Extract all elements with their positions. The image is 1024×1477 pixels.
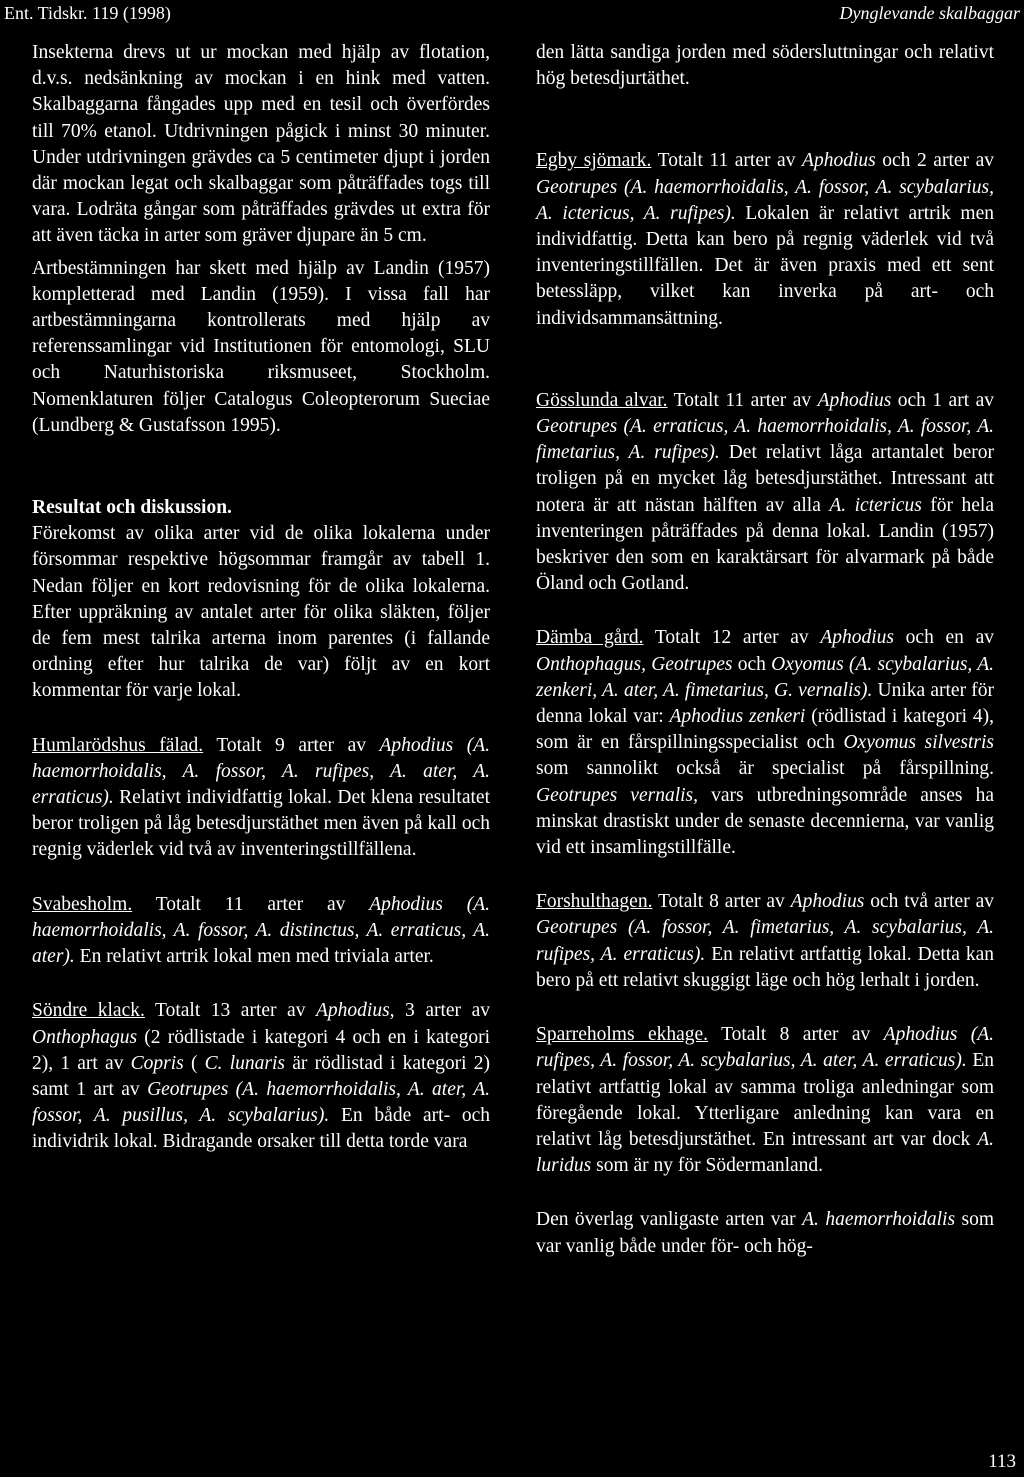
- page-number: 113: [988, 1451, 1016, 1472]
- site-name: Egby sjömark.: [536, 150, 652, 172]
- site-damba: Dämba gård. Totalt 12 arter av Aphodius och en av Onthophagus, Geotrupes och Oxyomus (A. scybalarius, A. zenkeri, A. ater, A. fimetarius, G. vernalis). Unika arter för denna lokal var: Aphodius zenkeri (rödlistad i kategori 4), som är en fårspillningsspecialist och Oxyomus silvestris som sannolikt också är specialist på fårspillning. Geotrupes vernalis, vars utbredningsområde anses ha minskat drastiskt under de senaste decennierna, var vanlig vid ett insamlingstillfälle.: [536, 627, 995, 859]
- journal-citation: Ent. Tidskr. 119 (1998): [4, 3, 171, 23]
- site-name: Dämba gård.: [536, 627, 644, 649]
- right-column: [536, 40, 994, 1260]
- left-column: [32, 40, 490, 1156]
- site-sondre-klack: Söndre klack. Totalt 13 arter av Aphodius, 3 arter av Onthophagus (2 rödlistade i kategori 4 och en i kategori 2), 1 art av Copris ( C. lunaris är rödlistad i kategori 2) samt 1 art av Geotrupes (A. haemorrhoidalis, A. ater, A. fossor, A. pusillus, A. scybalarius). En både art- och individrik lokal. Bidragande orsaker till detta torde vara: [32, 1000, 490, 1153]
- site-sparreholm: Sparreholms ekhage. Totalt 8 arter av Aphodius (A. rufipes, A. fossor, A. scybalarius, A. ater, A. erraticus). En relativt artfattig lokal av samma troliga anledningar som föregående lokal. Ytterligare anledning kan vara en relativt låg betesdjurstäthet. En intressant art var dock A. luridus som är ny för Södermanland.: [536, 1024, 994, 1177]
- site-name: Humlarödshus fälad.: [32, 734, 204, 756]
- site-name: Sparreholms ekhage.: [536, 1024, 709, 1046]
- paragraph-method: Insekterna drevs ut ur mockan med hjälp av flotation, d.v.s. nedsänkning av mockan i en hink med vatten. Skalbaggarna fångades upp med en tesil och överfördes till 70% etanol. Utdrivningen pågick i minst 30 minuter. Under utdrivningen grävdes ca 5 centimeter djupt i jorden där mockan legat och skalbaggar som påträffades togs till vara. Lodräta gångar som påträffades grävdes ut extra för att även täcka in arter som gräver djupare än 5 cm.: [32, 42, 490, 247]
- site-name: Forshulthagen.: [536, 891, 653, 913]
- site-name: Svabesholm.: [32, 893, 133, 915]
- running-title: Dynglevande skalbaggar: [839, 3, 1020, 23]
- paragraph-continued: den lätta sandiga jorden med södersluttningar och relativt hög betesdjurtäthet.: [536, 42, 994, 90]
- site-gosslunda: Gösslunda alvar. Totalt 11 arter av Aphodius och 1 art av Geotrupes (A. erraticus, A. haemorrhoidalis, A. fossor, A. fimetarius, A. rufipes). Det relativt låga artantalet beror troligen på en mycket låg betesdjurstäthet. Intressant att notera är att nästan hälften av alla A. ictericus för hela inventeringen påträffades på denna lokal. Landin (1957) beskriver den som en karaktärsart för alvarmark på både Öland och Gotland.: [536, 389, 995, 595]
- site-name: Söndre klack.: [32, 1000, 145, 1022]
- site-svabesholm: Svabesholm. Totalt 11 arter av Aphodius (A. haemorrhoidalis, A. fossor, A. distinctus, A. erraticus, A. ater). En relativt artrik lokal men med triviala arter.: [32, 893, 490, 968]
- site-humlarodshus: Humlarödshus fälad. Totalt 9 arter av Aphodius (A. haemorrhoidalis, A. fossor, A. rufipes, A. ater, A. erraticus). Relativt individfattig lokal. Det klena resultatet beror troligen på låg betesdjurstäthet men även på kall och regnig väderlek vid två av inventeringstillfällena.: [32, 734, 490, 861]
- site-forshulthagen: Forshulthagen. Totalt 8 arter av Aphodius och två arter av Geotrupes (A. fossor, A. fimetarius, A. scybalarius, A. rufipes, A. erraticus). En relativt artfattig lokal. Detta kan bero på ett relativt skuggigt läge och hög lerhalt i jorden.: [536, 891, 994, 991]
- paragraph-results-intro: Förekomst av olika arter vid de olika lokalerna under försommar respektive högsommar framgår av tabell 1. Nedan följer en kort redovisning för de olika lokalerna. Efter uppräkning av antalet arter för olika släkten, följer de fem mest talrika arterna inom parentes (i fallande ordning efter hur talrika de var) följt av en kort kommentar för varje lokal.: [32, 523, 490, 702]
- paragraph-identification: Artbestämningen har skett med hjälp av Landin (1957) kompletterad med Landin (1959). I vissa fall har artbestämningarna kontrollerats med hjälp av referenssamlingar vid Institutionen för entomologi, SLU och Naturhistoriska riksmuseet, Stockholm. Nomenklaturen följer Catalogus Coleopterorum Sueciae (Lundberg & Gustafsson 1995).: [32, 257, 490, 436]
- paragraph-most-common: Den överlag vanligaste arten var A. haemorrhoidalis som var vanlig både under för- och hög-: [536, 1209, 994, 1257]
- section-heading: Resultat och diskussion.: [32, 497, 232, 519]
- site-name: Gösslunda alvar.: [536, 389, 668, 411]
- site-egby: Egby sjömark. Totalt 11 arter av Aphodius och 2 arter av Geotrupes (A. haemorrhoidalis, A. fossor, A. scybalarius, A. ictericus, A. rufipes). Lokalen är relativt artrik men individfattig. Detta kan bero på regnig väderlek vid två inventeringstillfällen. Det är även praxis med ett sent betessläpp, vilket kan inverka på art- och individsammansättning.: [536, 150, 994, 329]
